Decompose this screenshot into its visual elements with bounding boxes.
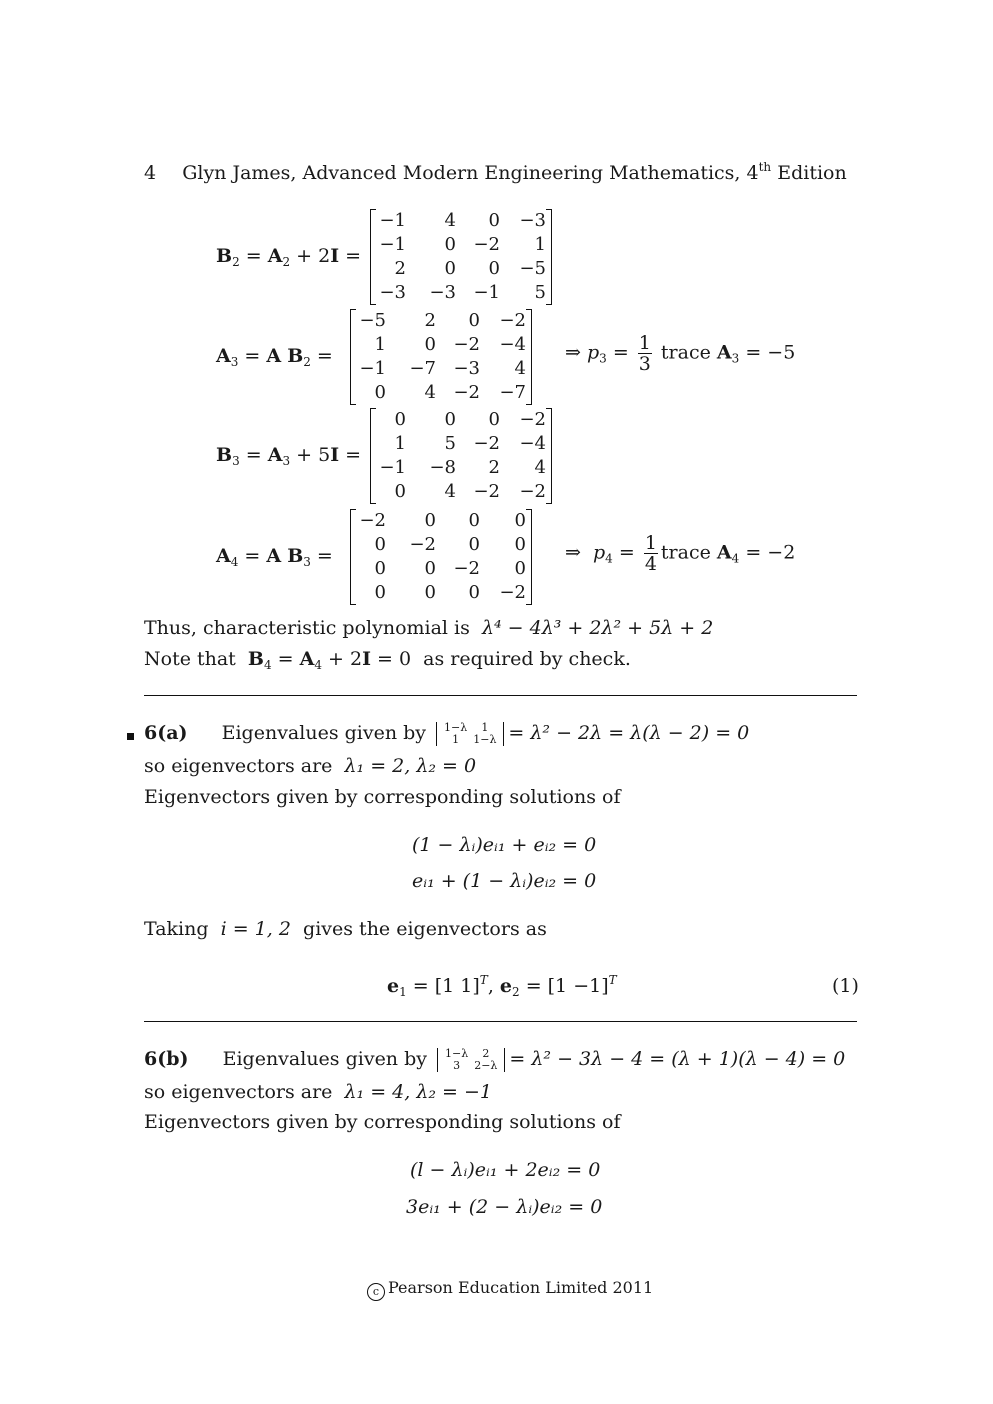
matrix-b3-table: 0 0 0 −2 1 5 −2 −4 −1 −8 2 4 0 4 −2 −2 [379,409,546,502]
b2-equation-lhs: $B_2 = A_2 + 2I$ = [216,245,362,269]
copyright-text: Pearson Education Limited 2011 [388,1278,654,1297]
matrix-b3 [370,408,552,504]
a3-equation-lhs: $A_3 = A$ $B_2$ = [216,345,333,369]
divider-2 [144,1021,857,1022]
bullet-marker [127,733,134,740]
fraction-one-quarter: $\frac{1}{4}$ [644,532,657,575]
a4-trace-result: ⇒ $p_4$ = $\frac{1}{4}$ trace $A_4 = -2$ [565,532,796,575]
copyright-icon: c [367,1283,385,1301]
book-title: Glyn James, Advanced Modern Engineering Mathematics, 4 [182,162,759,184]
q6b-equation-2: 3eᵢ₁ + (2 − λᵢ)eᵢ₂ = 0 [406,1196,603,1218]
q6b-determinant: 1−λ 2 3 2−λ [437,1048,505,1072]
divider-1 [144,695,857,696]
characteristic-polynomial: λ⁴ − 4λ³ + 2λ² + 5λ + 2 [481,617,714,639]
q6b-eigenvalues-line: so eigenvectors are λ₁ = 4, λ₂ = −1 [144,1081,493,1103]
fraction-one-third: $\frac{1}{3}$ [638,332,651,375]
check-note-line: Note that $B_4 = A_4 + 2I = 0$ as required by check. [144,648,631,672]
matrix-a4-table: −2 0 0 0 0 −2 0 0 0 0 −2 0 0 0 0 −2 [359,510,526,603]
a3-trace-result: ⇒ $p_3$ = $\frac{1}{3}$ trace $A_3 = -5$ [565,332,796,375]
q6a-given-line: Eigenvectors given by corresponding solutions of [144,786,621,808]
matrix-a3 [350,309,532,405]
characteristic-polynomial-line: Thus, characteristic polynomial is λ⁴ − 4λ³ + 2λ² + 5λ + 2 [144,617,714,639]
page-number: 4 [144,162,157,184]
q6a-eigenvalues-line: so eigenvectors are λ₁ = 2, λ₂ = 0 [144,755,477,777]
q6a-determinant: 1−λ 1 1 1−λ [436,722,504,746]
q6a-equation-2: eᵢ₁ + (1 − λᵢ)eᵢ₂ = 0 [412,870,597,892]
b3-equation-lhs: $B_3 = A_3 + 5I$ = [216,444,362,468]
q6b-given-line: Eigenvectors given by corresponding solutions of [144,1111,621,1133]
q6b-equation-1: (l − λᵢ)eᵢ₁ + 2eᵢ₂ = 0 [410,1159,601,1181]
q6a-taking-line: Taking i = 1, 2 gives the eigenvectors as [144,918,547,940]
q6a-eigenvector-result: $e_1 = [1$ 1]$^T$, $e_2 = [1 -1]^T$ [387,973,617,999]
book-title-tail: Edition [771,162,847,184]
edition-sup: th [758,160,772,174]
equation-number: (1) [832,975,859,997]
matrix-b2-table: −1 4 0 −3 −1 0 −2 1 2 0 0 −5 −3 −3 −1 5 [379,210,546,303]
matrix-a3-table: −5 2 0 −2 1 0 −2 −4 −1 −7 −3 4 0 4 −2 −7 [359,310,526,403]
q6a-eigenvalue-line: 6(a) Eigenvalues given by 1−λ 1 1 1−λ = λ² − 2λ = λ(λ − 2) = 0 [144,721,750,746]
matrix-b2 [370,209,552,305]
matrix-a4 [350,509,532,605]
q6b-eigenvalue-line: 6(b) Eigenvalues given by 1−λ 2 3 2−λ = λ² − 3λ − 4 = (λ + 1)(λ − 4) = 0 [144,1047,846,1072]
q6a-label: 6(a) [144,722,188,744]
a4-equation-lhs: $A_4 = A$ $B_3$ = [216,545,333,569]
q6b-label: 6(b) [144,1048,189,1070]
page-header [144,160,847,184]
q6a-equation-1: (1 − λᵢ)eᵢ₁ + eᵢ₂ = 0 [412,834,597,856]
copyright-footer [367,1278,653,1301]
